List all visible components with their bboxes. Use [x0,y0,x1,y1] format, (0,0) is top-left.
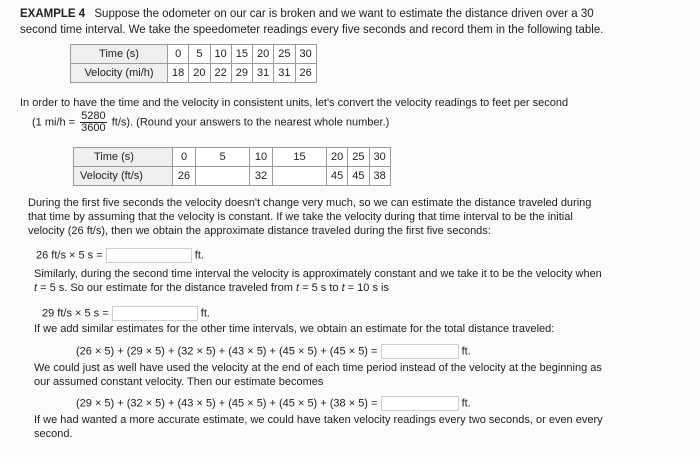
table2-velocity-cell: 26 [173,167,196,186]
para2-text-b: = 5 s to [299,282,342,294]
intro-line-2: second time interval. We take the speedometer readings every five seconds and record them in the following table. [20,24,604,36]
para2-expression: 29 ft/s × 5 s = [42,307,109,320]
para5-line-1: If we had wanted a more accurate estimate, we could have taken velocity readings every two seconds, or even every [34,414,603,426]
velocity-5s-answer-field[interactable] [196,167,250,186]
table1-velocity-row [71,64,317,83]
para3-equation [76,344,471,359]
table1-time-label: Time (s) [71,45,168,64]
second-interval-distance-field[interactable] [112,306,198,321]
conversion-fraction [80,111,106,134]
para1-line-3: velocity (26 ft/s), then we obtain the approximate distance traveled during the first five seconds: [28,225,491,237]
para4-line-2: our assumed constant velocity. Then our estimate becomes [34,376,324,388]
intro-line-1 [20,8,594,20]
para2-line-2 [34,282,389,294]
table2-velocity-cell: 45 [348,167,369,186]
table1-velocity-cell: 29 [231,64,252,83]
para3-unit: ft. [461,345,471,358]
table1-time-cell: 30 [295,45,316,64]
para2-line-1: Similarly, during the second time interval the velocity is approximately constant and we take it to be the velocity when [34,268,602,280]
fraction-denominator: 3600 [81,122,106,134]
table1-velocity-cell: 31 [253,64,274,83]
convert-line-2 [32,111,389,134]
para2-unit: ft. [200,307,210,320]
para2-text-a: = 5 s. So our estimate for the distance traveled from [37,282,296,294]
table2-velocity-row [74,167,391,186]
table2-velocity-cell: 32 [250,167,273,186]
para4-line-1: We could just as well have used the velocity at the end of each time period instead of the velocity at the beginning as [34,362,602,374]
table2-time-cell: 30 [369,148,390,167]
table1-velocity-cell: 18 [168,64,189,83]
table2-time-cell: 0 [173,148,196,167]
speedometer-table-mph [70,44,317,83]
para3-expression: (26 × 5) + (29 × 5) + (32 × 5) + (43 × 5) + (45 × 5) + (45 × 5) = [76,345,378,358]
para1-equation [36,248,204,263]
para2-text-c: = 10 s is [344,282,389,294]
para5-line-2: second. [34,428,73,440]
table1-velocity-label: Velocity (mi/h) [71,64,168,83]
table1-velocity-cell: 26 [295,64,316,83]
convert-prefix: (1 mi/h = [32,116,76,129]
para1-unit: ft. [194,249,204,262]
table2-time-cell: 5 [196,148,250,167]
total-distance-end-field[interactable] [381,396,459,411]
var-t: t [296,282,300,294]
table2-time-label: Time (s) [74,148,173,167]
convert-suffix: ft/s). (Round your answers to the nearest whole number.) [111,116,390,129]
intro-text-1: Suppose the odometer on our car is broken and we want to estimate the distance driven over a 30 [94,8,594,20]
table2-time-cell: 10 [250,148,273,167]
table1-velocity-cell: 20 [189,64,210,83]
velocity-15s-answer-field[interactable] [273,167,327,186]
table1-time-cell: 10 [210,45,231,64]
total-distance-start-field[interactable] [381,344,459,359]
fraction-numerator: 5280 [81,110,106,122]
convert-line-1: In order to have the time and the velocity in consistent units, let's convert the velocity readings to feet per second [20,97,569,109]
para1-expression: 26 ft/s × 5 s = [36,249,103,262]
table1-time-cell: 25 [274,45,295,64]
para4-expression: (29 × 5) + (32 × 5) + (43 × 5) + (45 × 5) + (45 × 5) + (38 × 5) = [76,397,378,410]
para1-line-2: that time by assuming that the velocity is constant. If we take the velocity during that time interval to be the initial [28,211,573,223]
table1-time-cell: 20 [253,45,274,64]
table2-velocity-label: Velocity (ft/s) [74,167,173,186]
table1-time-cell: 15 [231,45,252,64]
para4-equation [76,396,471,411]
first-interval-distance-field[interactable] [106,248,192,263]
table1-velocity-cell: 31 [274,64,295,83]
table2-time-cell: 20 [327,148,348,167]
var-t: t [34,282,38,294]
table1-time-row [71,45,317,64]
example-label: EXAMPLE 4 [20,8,86,20]
table2-velocity-cell: 45 [327,167,348,186]
para1-line-1: During the first five seconds the velocity doesn't change very much, so we can estimate the distance traveled during [28,197,592,209]
table2-time-cell: 25 [348,148,369,167]
velocity-table-fts [73,147,391,186]
table1-time-cell: 0 [168,45,189,64]
table2-time-row [74,148,391,167]
para4-unit: ft. [461,397,471,410]
table1-velocity-cell: 22 [210,64,231,83]
var-t: t [341,282,345,294]
para2-equation [42,306,210,321]
para3-line-1: If we add similar estimates for the other time intervals, we obtain an estimate for the total distance traveled: [34,323,555,335]
table2-velocity-cell: 38 [369,167,390,186]
table1-time-cell: 5 [189,45,210,64]
table2-time-cell: 15 [273,148,327,167]
